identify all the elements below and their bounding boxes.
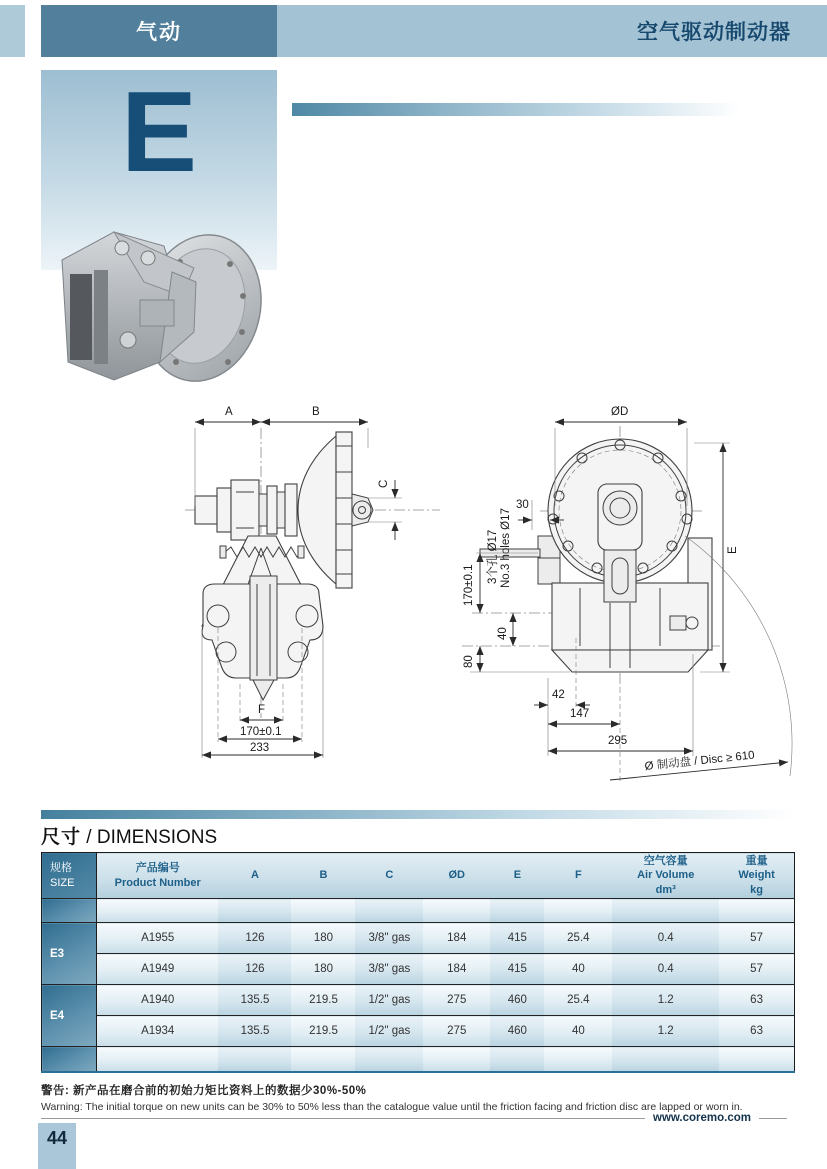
section-title	[41, 822, 541, 849]
table-header-row	[42, 853, 795, 899]
warning-text-zh: 警告: 新产品在磨合前的初始力矩比资料上的数据少30%-50%	[41, 1085, 367, 1097]
cell-od: 184	[423, 954, 490, 985]
header-category	[41, 5, 277, 57]
dim-label-e: E	[727, 546, 739, 554]
cell-e: 460	[490, 985, 544, 1016]
dim-label-233: 233	[250, 742, 270, 754]
size-label: E4	[42, 985, 97, 1047]
cell-c: 1/2" gas	[355, 1016, 423, 1047]
dim-label-a: A	[225, 406, 233, 418]
cell-e: 415	[490, 954, 544, 985]
table-row	[42, 954, 795, 985]
cell-c: 3/8" gas	[355, 954, 423, 985]
dim-label-f: F	[258, 704, 266, 716]
cell-e: 460	[490, 1016, 544, 1047]
dim-label-30: 30	[516, 499, 529, 511]
dim-label-b: B	[312, 406, 320, 418]
cell-c: 3/8" gas	[355, 923, 423, 954]
cell-product: A1955	[96, 923, 218, 954]
cell-f: 25.4	[544, 923, 612, 954]
cell-od: 275	[423, 1016, 490, 1047]
drawings-svg	[140, 388, 820, 796]
page-number: 44	[47, 1128, 68, 1148]
dimensions-table	[41, 852, 795, 1073]
cell-b: 219.5	[291, 1016, 355, 1047]
cell-b: 180	[291, 954, 355, 985]
cell-a: 135.5	[218, 1016, 291, 1047]
section-title-zh: 尺寸	[41, 827, 82, 848]
cell-e: 415	[490, 923, 544, 954]
header-col-od: ØD	[423, 853, 490, 899]
table-row	[42, 985, 795, 1016]
dimension-drawings	[140, 388, 820, 796]
cell-product: A1940	[96, 985, 218, 1016]
dim-label-170-v: 170±0.1	[463, 564, 475, 606]
decorative-gradient-bar	[292, 103, 740, 116]
spacer-row	[42, 1047, 795, 1072]
cell-weight: 63	[719, 985, 794, 1016]
product-photo	[44, 212, 272, 394]
cell-f: 40	[544, 1016, 612, 1047]
front-view-drawing	[462, 406, 792, 784]
brake-photo-illustration	[44, 212, 272, 394]
cell-a: 135.5	[218, 985, 291, 1016]
holes-note-zh: 3个孔 Ø17	[487, 529, 499, 584]
cell-weight: 63	[719, 1016, 794, 1047]
cell-product: A1949	[96, 954, 218, 985]
cell-a: 126	[218, 954, 291, 985]
dim-label-295: 295	[608, 735, 628, 747]
header-weight: 重量 Weight kg	[719, 853, 794, 899]
table-row	[42, 923, 795, 954]
dim-label-170: 170±0.1	[240, 726, 282, 738]
cell-air: 1.2	[612, 985, 719, 1016]
cell-air: 0.4	[612, 923, 719, 954]
cell-c: 1/2" gas	[355, 985, 423, 1016]
cell-weight: 57	[719, 923, 794, 954]
rule-line-short	[759, 1118, 787, 1119]
dim-label-42: 42	[552, 689, 565, 701]
header-title-bar	[277, 5, 827, 57]
website-rule	[41, 1112, 787, 1124]
header-col-b: B	[291, 853, 355, 899]
cell-a: 126	[218, 923, 291, 954]
page-edge-strip	[0, 5, 25, 57]
section-title-rest: / DIMENSIONS	[81, 827, 218, 848]
cell-f: 25.4	[544, 985, 612, 1016]
cell-air: 1.2	[612, 1016, 719, 1047]
header-col-a: A	[218, 853, 291, 899]
cell-b: 219.5	[291, 985, 355, 1016]
header-col-f: F	[544, 853, 612, 899]
header-product-number: 产品编号 Product Number	[96, 853, 218, 899]
header-col-e: E	[490, 853, 544, 899]
cell-air: 0.4	[612, 954, 719, 985]
header-air-volume: 空气容量 Air Volume dm³	[612, 853, 719, 899]
header-col-c: C	[355, 853, 423, 899]
warning-block	[41, 1082, 795, 1113]
table-row	[42, 1016, 795, 1047]
rule-line	[41, 1118, 645, 1119]
dim-label-80: 80	[463, 655, 475, 668]
disc-note: Ø 制动盘 / Disc ≥ 610	[644, 749, 756, 773]
series-letter: E	[120, 69, 198, 196]
spacer-row	[42, 899, 795, 923]
holes-note-en: No.3 holes Ø17	[500, 508, 512, 588]
side-view-drawing	[185, 406, 440, 758]
section-gradient-bar	[41, 810, 795, 819]
dim-label-od: ØD	[611, 406, 629, 418]
page-number-box	[38, 1123, 76, 1169]
dim-label-147: 147	[570, 708, 590, 720]
cell-weight: 57	[719, 954, 794, 985]
dim-label-40: 40	[497, 627, 509, 640]
header-size: 规格 SIZE	[42, 853, 97, 899]
cell-f: 40	[544, 954, 612, 985]
dim-label-c: C	[378, 479, 390, 488]
warning-text-en: Warning: The initial torque on new units can be 30% to 50% less than the catalogue value until the friction facing and friction disc are lapped or worn in.	[41, 1101, 743, 1113]
cell-product: A1934	[96, 1016, 218, 1047]
cell-od: 275	[423, 985, 490, 1016]
website-text: www.coremo.com	[653, 1112, 751, 1124]
cell-od: 184	[423, 923, 490, 954]
cell-b: 180	[291, 923, 355, 954]
page-title: 空气驱动制动器	[637, 21, 791, 44]
header-category-label: 气动	[136, 21, 182, 44]
size-label: E3	[42, 923, 97, 985]
